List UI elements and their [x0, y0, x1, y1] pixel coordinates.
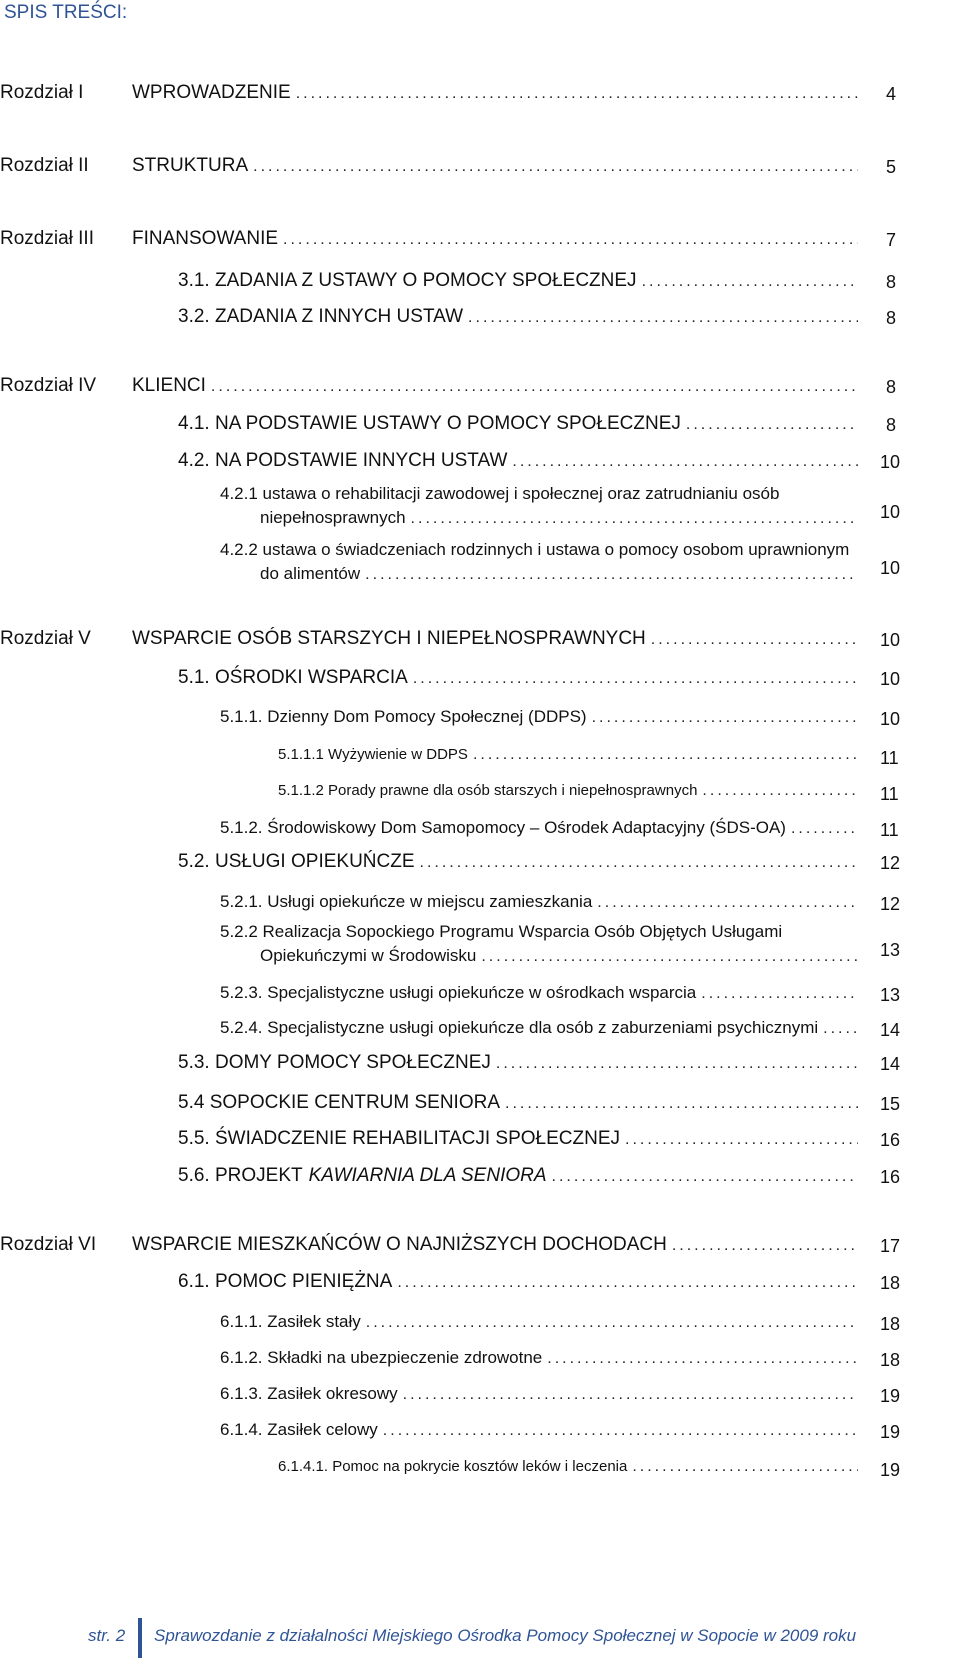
entry-page-number: 16: [880, 1130, 901, 1150]
entry-title: 6.1.2. Składki na ubezpieczenie zdrowotne: [220, 1348, 543, 1367]
entry-title-line2: do alimentów: [260, 564, 361, 583]
entry-page-number: 14: [880, 1020, 901, 1040]
toc-title: SPIS TREŚCI:: [4, 2, 128, 23]
entry-title: 5.4 SOPOCKIE CENTRUM SENIORA: [178, 1092, 501, 1113]
dot-leader: [403, 1386, 858, 1404]
entry-page-number: 5: [886, 157, 897, 177]
entry-page-number: 19: [880, 1386, 901, 1406]
entry-title-italic: KAWIARNIA DLA SENIORA: [308, 1165, 547, 1186]
dot-leader: [701, 985, 858, 1003]
entry-title: WSPARCIE MIESZKAŃCÓW O NAJNIŻSZYCH DOCHODACH: [132, 1234, 667, 1255]
entry-page-number: 8: [886, 377, 897, 397]
dot-leader: [686, 416, 858, 434]
entry-page-number: 12: [880, 894, 901, 914]
entry-page-number: 17: [880, 1236, 901, 1256]
dot-leader: [420, 854, 858, 872]
entry-title: 5.1.2. Środowiskowy Dom Samopomocy – Ośrodek Adaptacyjny (ŚDS-OA): [220, 818, 786, 837]
dot-leader: [253, 158, 858, 176]
entry-title: KLIENCI: [132, 375, 206, 396]
chapter-label: Rozdział IV: [0, 375, 97, 396]
entry-title: 5.6. PROJEKT: [178, 1165, 303, 1186]
dot-leader: [625, 1131, 858, 1149]
entry-title: 5.1.1. Dzienny Dom Pomocy Społecznej (DDPS): [220, 707, 587, 726]
entry-title-line1: 4.2.1 ustawa o rehabilitacji zawodowej i społecznej oraz zatrudnianiu osób: [220, 484, 780, 503]
dot-leader: [473, 746, 858, 764]
entry-title: 4.1. NA PODSTAWIE USTAWY O POMOCY SPOŁECZNEJ: [178, 413, 681, 434]
dot-leader: [512, 453, 858, 471]
dot-leader: [672, 1237, 858, 1255]
entry-page-number: 8: [886, 415, 897, 435]
entry-page-number: 11: [880, 748, 899, 768]
entry-page-number: 18: [880, 1273, 901, 1293]
entry-title: 6.1. POMOC PIENIĘŻNA: [178, 1271, 393, 1292]
entry-title: 5.2.3. Specjalistyczne usługi opiekuńcze w ośrodkach wsparcia: [220, 983, 697, 1002]
chapter-label: Rozdział I: [0, 82, 84, 103]
dot-leader: [283, 231, 858, 249]
dot-leader: [823, 1020, 858, 1038]
dot-leader: [552, 1168, 858, 1186]
dot-leader: [592, 709, 858, 727]
entry-page-number: 8: [886, 272, 897, 292]
dot-leader: [481, 948, 858, 966]
dot-leader: [505, 1095, 858, 1113]
entry-title-line2: Opiekuńczymi w Środowisku: [260, 946, 477, 965]
entry-page-number: 10: [880, 709, 901, 729]
dot-leader: [642, 273, 858, 291]
entry-page-number: 14: [880, 1054, 901, 1074]
dot-leader: [211, 378, 858, 396]
entry-page-number: 10: [880, 630, 901, 650]
chapter-label: Rozdział III: [0, 228, 94, 249]
entry-title: 3.2. ZADANIA Z INNYCH USTAW: [178, 306, 464, 327]
dot-leader: [413, 670, 858, 688]
chapter-label: Rozdział V: [0, 628, 91, 649]
entry-page-number: 10: [880, 669, 901, 689]
dot-leader: [383, 1422, 858, 1440]
entry-page-number: 18: [880, 1314, 901, 1334]
entry-title: FINANSOWANIE: [132, 228, 279, 249]
entry-title: STRUKTURA: [132, 155, 249, 176]
entry-page-number: 11: [880, 820, 899, 840]
entry-title: WSPARCIE OSÓB STARSZYCH I NIEPEŁNOSPRAWNYCH: [132, 628, 646, 649]
entry-title: 5.1. OŚRODKI WSPARCIA: [178, 667, 408, 688]
entry-title: 5.1.1.1 Wyżywienie w DDPS: [278, 746, 468, 763]
entry-page-number: 8: [886, 308, 897, 328]
entry-page-number: 18: [880, 1350, 901, 1370]
entry-title-line1: 4.2.2 ustawa o świadczeniach rodzinnych i ustawa o pomocy osobom uprawnionym: [220, 540, 850, 559]
entry-page-number: 10: [880, 558, 901, 578]
entry-title: 6.1.4.1. Pomoc na pokrycie kosztów leków i leczenia: [278, 1458, 628, 1475]
entry-page-number: 11: [880, 784, 899, 804]
entry-page-number: 7: [886, 230, 897, 250]
entry-title: 5.5. ŚWIADCZENIE REHABILITACJI SPOŁECZNEJ: [178, 1128, 621, 1149]
entry-page-number: 10: [880, 502, 901, 522]
dot-leader: [468, 309, 858, 327]
dot-leader: [702, 782, 858, 800]
entry-page-number: 12: [880, 853, 901, 873]
footer-page-number: str. 2: [88, 1626, 126, 1645]
entry-title: 5.2. USŁUGI OPIEKUŃCZE: [178, 851, 415, 872]
entry-page-number: 13: [880, 940, 901, 960]
entry-page-number: 13: [880, 985, 901, 1005]
entry-title: 5.3. DOMY POMOCY SPOŁECZNEJ: [178, 1052, 491, 1073]
dot-leader: [366, 1314, 858, 1332]
entry-title-line1: 5.2.2 Realizacja Sopockiego Programu Wsparcia Osób Objętych Usługami: [220, 922, 783, 941]
entry-page-number: 19: [880, 1460, 901, 1480]
dot-leader: [365, 566, 858, 584]
footer-document-title: Sprawozdanie z działalności Miejskiego Ośrodka Pomocy Społecznej w Sopocie w 2009 roku: [154, 1626, 857, 1645]
entry-title: 6.1.3. Zasiłek okresowy: [220, 1384, 398, 1403]
dot-leader: [496, 1055, 858, 1073]
page-footer: [0, 1612, 960, 1656]
dot-leader: [296, 85, 858, 103]
entry-title: WPROWADZENIE: [132, 82, 291, 103]
chapter-label: Rozdział VI: [0, 1234, 97, 1255]
entry-title: 4.2. NA PODSTAWIE INNYCH USTAW: [178, 450, 508, 471]
entry-page-number: 10: [880, 452, 901, 472]
dot-leader: [651, 631, 858, 649]
entry-title: 5.1.1.2 Porady prawne dla osób starszych i niepełnosprawnych: [278, 782, 698, 799]
entry-page-number: 15: [880, 1094, 901, 1114]
dot-leader: [411, 510, 858, 528]
dot-leader: [547, 1350, 858, 1368]
entry-title: 6.1.4. Zasiłek celowy: [220, 1420, 378, 1439]
entry-title: 5.2.1. Usługi opiekuńcze w miejscu zamieszkania: [220, 892, 593, 911]
dot-leader: [791, 820, 858, 838]
entry-title: 3.1. ZADANIA Z USTAWY O POMOCY SPOŁECZNEJ: [178, 270, 637, 291]
entry-page-number: 19: [880, 1422, 901, 1442]
chapter-label: Rozdział II: [0, 155, 89, 176]
dot-leader: [632, 1458, 858, 1476]
entry-title-line2: niepełnosprawnych: [260, 508, 406, 527]
entry-page-number: 16: [880, 1167, 901, 1187]
dot-leader: [397, 1274, 858, 1292]
entry-page-number: 4: [886, 84, 897, 104]
entry-title: 5.2.4. Specjalistyczne usługi opiekuńcze dla osób z zaburzeniami psychicznymi: [220, 1018, 819, 1037]
dot-leader: [597, 894, 858, 912]
footer-divider: [138, 1618, 142, 1658]
entry-title: 6.1.1. Zasiłek stały: [220, 1312, 361, 1331]
